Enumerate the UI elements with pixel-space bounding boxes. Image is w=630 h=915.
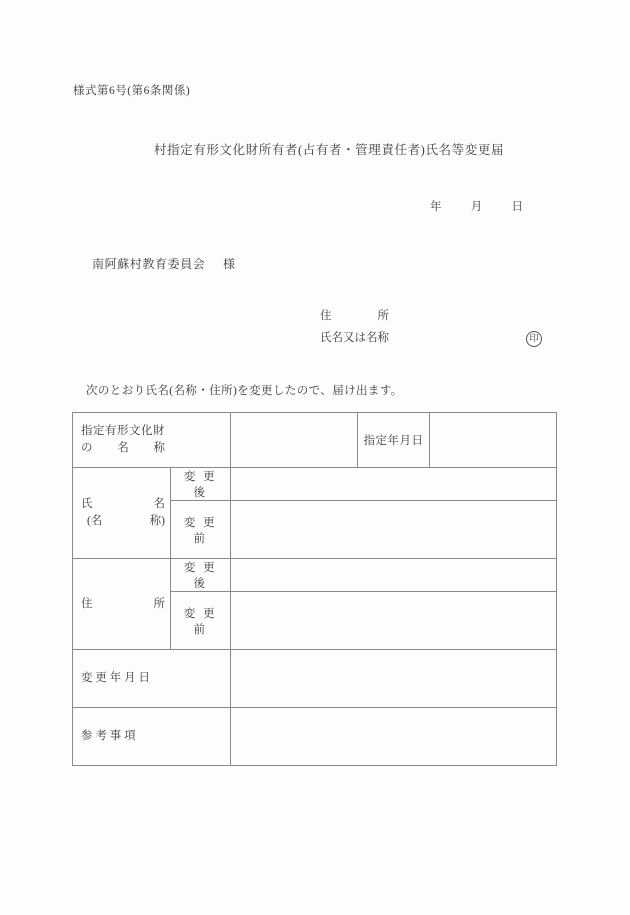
applicant-name-row [320,327,550,349]
address-label-sho: 所 [153,597,165,610]
cell-change-date-value[interactable] [231,650,557,708]
seal-mark-text: 印 [526,331,542,347]
cell-name-label [73,468,171,559]
seal-icon [526,327,542,349]
addressee-name: 南阿蘇村教育委員会 [92,257,206,271]
table-row-name-after [73,468,557,501]
cell-remarks-value[interactable] [231,708,557,766]
date-month-label: 月 [470,201,483,213]
form-number: 様式第6号(第6条関係) [73,85,191,97]
addressee [92,255,236,272]
applicant-address-label-b: 所 [377,310,389,322]
property-name-label-line1: 指定有形文化財 [81,425,165,437]
table-row-address-after [73,559,557,592]
name-label-mei: 名 [153,498,165,510]
address-label-juu: 住 [81,597,93,610]
page-title: 村指定有形文化財所有者(占有者・管理責任者)氏名等変更届 [153,143,505,157]
cell-name-before-label: 変 更 前 [171,501,231,559]
cell-change-date-label: 変 更 年 月 日 [73,650,231,708]
applicant-address-row [320,305,550,327]
cell-name-after-value[interactable] [231,468,557,501]
date-line [430,198,524,214]
date-day-label: 日 [511,201,524,213]
applicant-block [320,305,550,349]
cell-designation-date-label: 指定年月日 [358,413,430,468]
cell-remarks-label: 参 考 事 項 [73,708,231,766]
cell-name-after-label: 変 更 後 [171,468,231,501]
table-row-change-date [73,650,557,708]
name-label-paren-shou: 称) [149,515,165,527]
cell-property-name-value[interactable] [231,413,358,468]
statement-text: 次のとおり氏名(名称・住所)を変更したので、届け出ます。 [86,385,403,397]
cell-address-before-label: 変 更 前 [171,592,231,650]
cell-address-before-value[interactable] [231,592,557,650]
name-label-line1 [81,496,165,513]
cell-name-before-value[interactable] [231,501,557,559]
cell-designation-date-value[interactable] [430,413,557,468]
name-label-shi: 氏 [81,498,93,510]
addressee-honorific: 様 [223,257,236,271]
change-notification-table [72,412,557,766]
table-row-property-name [73,413,557,468]
table-row-remarks [73,708,557,766]
cell-address-after-label: 変 更 後 [171,559,231,592]
cell-address-label [73,559,171,650]
property-name-label-mei: 名 [117,442,129,454]
applicant-name-label: 氏名又は名称 [320,332,389,344]
property-name-label-line2 [81,440,165,457]
address-label-group [81,596,165,613]
date-year-label: 年 [430,201,442,213]
name-label-paren-mei: (名 [87,515,103,527]
name-label-line2 [87,513,165,530]
property-name-label-no: の [81,442,93,454]
cell-address-after-value[interactable] [231,559,557,592]
applicant-address-label-a: 住 [320,310,332,322]
cell-property-name-label [73,413,231,468]
property-name-label-shou: 称 [153,442,165,454]
